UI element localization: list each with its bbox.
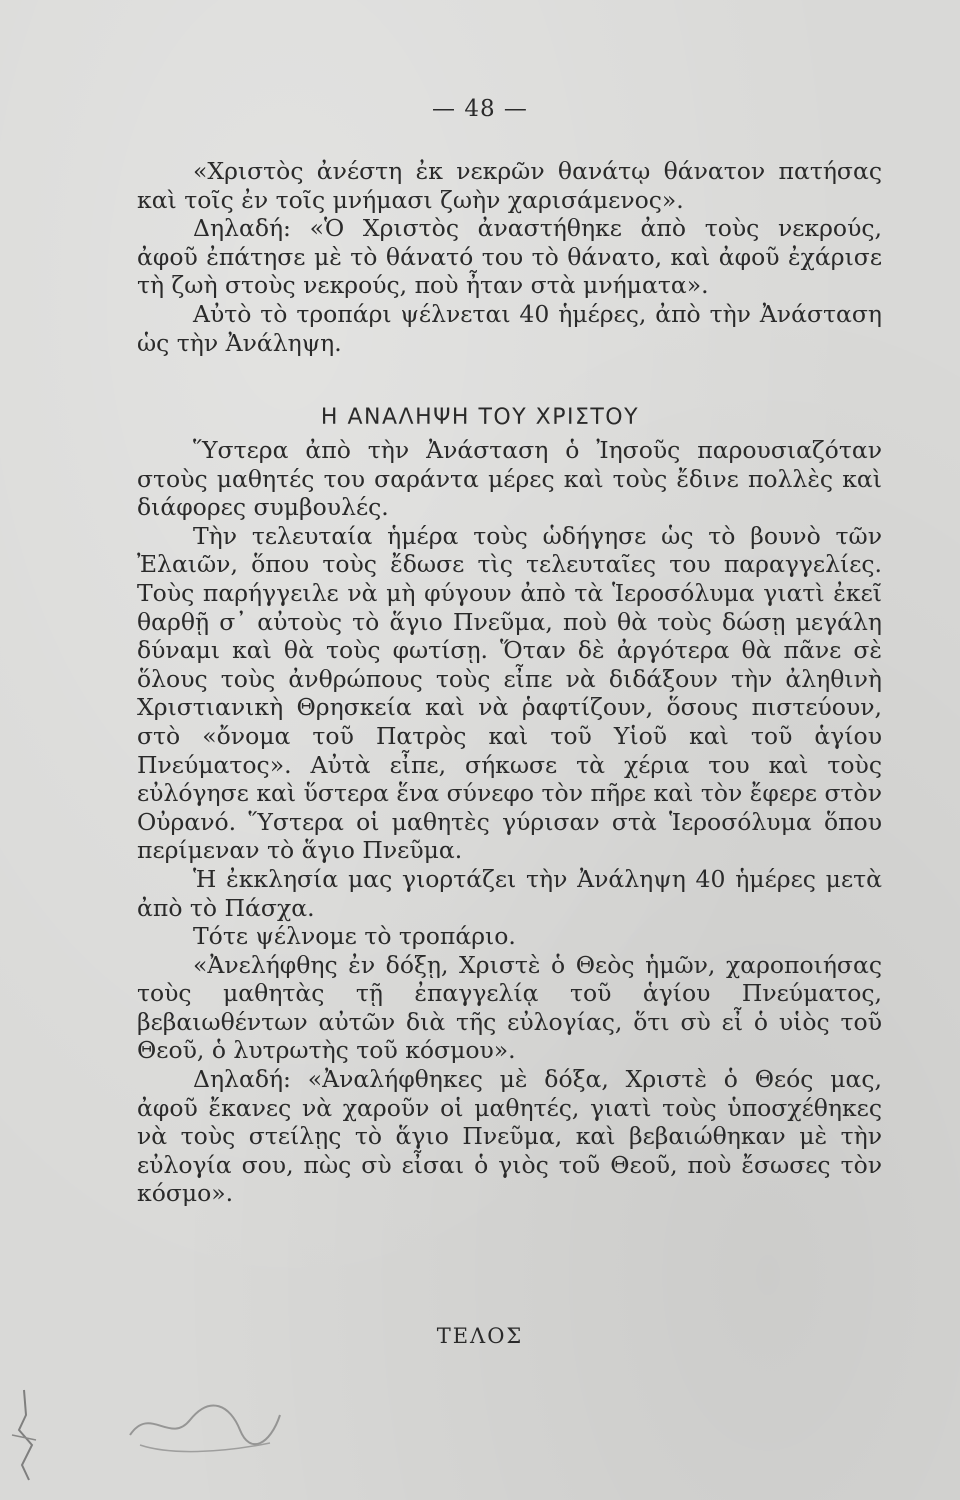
troparion-note: Αὐτὸ τὸ τροπάρι ψέλνεται 40 ἡμέρες, ἀπὸ τὴν Ἀνάσταση ὡς τὴν Ἀνάληψη. xyxy=(137,299,882,357)
margin-scribble-icon xyxy=(4,1385,44,1485)
paragraph: Ἡ ἐκκλησία μας γιορτάζει τὴν Ἀνάληψη 40 ἡμέρες μετὰ ἀπὸ τὸ Πάσχα. xyxy=(137,864,882,922)
section-heading: Η ΑΝΑΛΗΨΗ ΤΟΥ ΧΡΙΣΤΟΥ xyxy=(320,405,640,430)
opening-text xyxy=(137,157,882,357)
page-number: — 48 — xyxy=(432,96,528,122)
paragraph: Τότε ψέλνομε τὸ τροπάριο. xyxy=(193,922,516,951)
ascension-translation: Δηλαδή: «Ἀναλήφθηκες μὲ δόξα, Χριστὲ ὁ Θεός μας, ἀφοῦ ἔκανες νὰ χαροῦν οἱ μαθητές, γιατὶ τοὺς ὑποσχέθηκες νὰ τοὺς στείλῃς τὸ ἅγιο Πνεῦμα, καὶ βεβαιώθηκαν μὲ τὴν εὐλογία σου, πὼς σὺ εἶσαι ὁ γιὸς τοῦ Θεοῦ, ποὺ ἔσωσες τὸν κόσμο». xyxy=(137,1065,882,1208)
ascension-text xyxy=(137,436,882,1208)
ascension-troparion: «Ἀνελήφθης ἐν δόξῃ, Χριστὲ ὁ Θεὸς ἡμῶν, χαροποιήσας τοὺς μαθητὰς τῇ ἐπαγγελίᾳ τοῦ ἁγίου Πνεύματος, βεβαιωθέντων αὐτῶν διὰ τῆς εὐλογίας, ὅτι σὺ εἶ ὁ υἱὸς τοῦ Θεοῦ, ὁ λυτρωτὴς τοῦ κόσμου». xyxy=(137,950,882,1065)
troparion-translation: Δηλαδή: «Ὁ Χριστὸς ἀναστήθηκε ἀπὸ τοὺς νεκρούς, ἀφοῦ ἐπάτησε μὲ τὸ θάνατό του τὸ θάνατο, καὶ ἀφοῦ ἐχάρισε τὴ ζωὴ στοὺς νεκρούς, ποὺ ἦταν στὰ μνήματα». xyxy=(137,214,882,300)
paragraph: Ὕστερα ἀπὸ τὴν Ἀνάσταση ὁ Ἰησοῦς παρουσιαζόταν στοὺς μαθητές του σαράντα μέρες καὶ τοὺς ἔδινε πολλὲς καὶ διάφορες συμβουλές. xyxy=(137,436,882,522)
troparion-quote: «Χριστὸς ἀνέστη ἐκ νεκρῶν θανάτῳ θάνατον πατήσας καὶ τοῖς ἐν τοῖς μνήμασι ζωὴν χαρισάμενος». xyxy=(137,157,882,214)
signature-scribble-icon xyxy=(120,1375,290,1465)
paragraph: Τὴν τελευταία ἡμέρα τοὺς ὡδήγησε ὡς τὸ βουνὸ τῶν Ἐλαιῶν, ὅπου τοὺς ἔδωσε τὶς τελευταῖες του παραγγελίες. Τοὺς παρήγγειλε νὰ μὴ φύγουν ἀπὸ τὰ Ἱεροσόλυμα γιατὶ ἐκεῖ θαρθῇ σ᾽ αὐτοὺς τὸ ἅγιο Πνεῦμα, ποὺ θὰ τοὺς δώσῃ μεγάλη δύναμι καὶ θὰ τοὺς φωτίσῃ. Ὅταν δὲ ἀργότερα θὰ πᾶνε σὲ ὅλους τοὺς ἀνθρώπους τοὺς εἶπε νὰ διδάξουν τὴν ἀληθινὴ Χριστιανικὴ Θρησκεία καὶ νὰ ῥαφτίζουν, ὅσους πιστεύουν, στὸ «ὄνομα τοῦ Πατρὸς καὶ τοῦ Υἱοῦ καὶ τοῦ ἁγίου Πνεύματος». Αὐτὰ εἶπε, σήκωσε τὰ χέρια του καὶ τοὺς εὐλόγησε καὶ ὕστερα ἕνα σύνεφο τὸν πῆρε καὶ τὸν ἔφερε στὸν Οὐρανό. Ὕστερα οἱ μαθητὲς γύρισαν στὰ Ἱεροσόλυμα ὅπου περίμεναν τὸ ἅγιο Πνεῦμα. xyxy=(137,521,882,865)
end-mark: ΤΕΛΟΣ xyxy=(436,1324,524,1348)
